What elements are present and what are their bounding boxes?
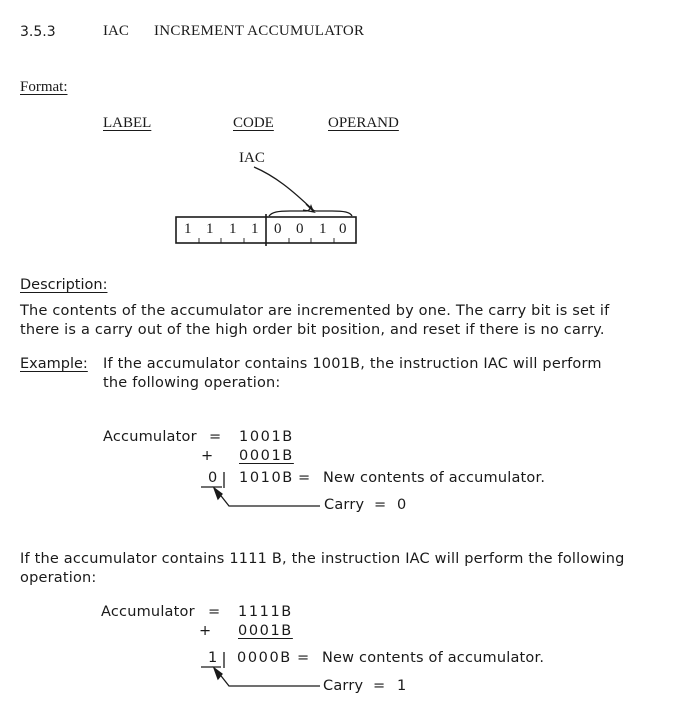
- example-heading: Example:: [20, 356, 88, 372]
- example-line-1: If the accumulator contains 1001B, the instruction IAC will perform: [103, 356, 602, 372]
- op2-operand-2: 0001B: [238, 623, 293, 639]
- bit-7: 1: [184, 221, 192, 237]
- op1-carry-bit: 0: [208, 470, 218, 486]
- op2-carry-arrowhead: [214, 668, 222, 679]
- bit-6: 1: [206, 221, 214, 237]
- section-mnemonic: IAC: [103, 23, 129, 39]
- op2-result-text: New contents of accumulator.: [322, 650, 545, 666]
- op2-result: 0000B: [237, 650, 292, 666]
- bit-2: 0: [296, 221, 304, 237]
- op1-operand-1: 1001B: [239, 429, 294, 445]
- bit-5: 1: [229, 221, 237, 237]
- label-column-header: LABEL: [103, 115, 152, 131]
- description-heading: Description:: [20, 277, 108, 293]
- op1-carry-label: Carry: [324, 497, 365, 513]
- section-title: INCREMENT ACCUMULATOR: [154, 23, 365, 39]
- op1-operand-2: 0001B: [239, 448, 294, 464]
- op1-result-text: New contents of accumulator.: [323, 470, 546, 486]
- bit-0: 0: [339, 221, 347, 237]
- format-heading: Format:: [20, 79, 68, 95]
- op2-accumulator-label: Accumulator: [101, 604, 195, 620]
- operand-column-header: OPERAND: [328, 115, 399, 131]
- op1-accumulator-label: Accumulator: [103, 429, 197, 445]
- bit-4: 1: [251, 221, 259, 237]
- section-number: 3.5.3: [20, 24, 56, 40]
- op2-plus: +: [199, 623, 212, 639]
- example-line-2: the following operation:: [103, 375, 281, 391]
- op1-equals: =: [209, 429, 222, 445]
- op2-carry-equals: =: [373, 678, 386, 694]
- op1-plus: +: [201, 448, 214, 464]
- op2-carry-label: Carry: [323, 678, 364, 694]
- description-line-2: there is a carry out of the high order bit position, and reset if there is no carry.: [20, 322, 605, 338]
- op2-carry-arrow-line: [218, 672, 320, 686]
- op2-carry-value: 1: [397, 678, 407, 694]
- op2-carry-bit: 1: [208, 650, 218, 666]
- op1-result-equals: =: [298, 470, 311, 486]
- op1-result: 1010B: [239, 470, 294, 486]
- second-example-line-1: If the accumulator contains 1111 B, the instruction IAC will perform the following: [20, 551, 625, 567]
- second-example-line-2: operation:: [20, 570, 97, 586]
- description-line-1: The contents of the accumulator are incremented by one. The carry bit is set if: [20, 303, 610, 319]
- op2-equals: =: [208, 604, 221, 620]
- bit-3: 0: [274, 221, 282, 237]
- op1-carry-value: 0: [397, 497, 407, 513]
- code-name: IAC: [239, 150, 265, 166]
- op2-result-equals: =: [297, 650, 310, 666]
- code-column-header: CODE: [233, 115, 274, 131]
- op1-carry-equals: =: [374, 497, 387, 513]
- bit-1: 1: [319, 221, 327, 237]
- op2-operand-1: 1111B: [238, 604, 293, 620]
